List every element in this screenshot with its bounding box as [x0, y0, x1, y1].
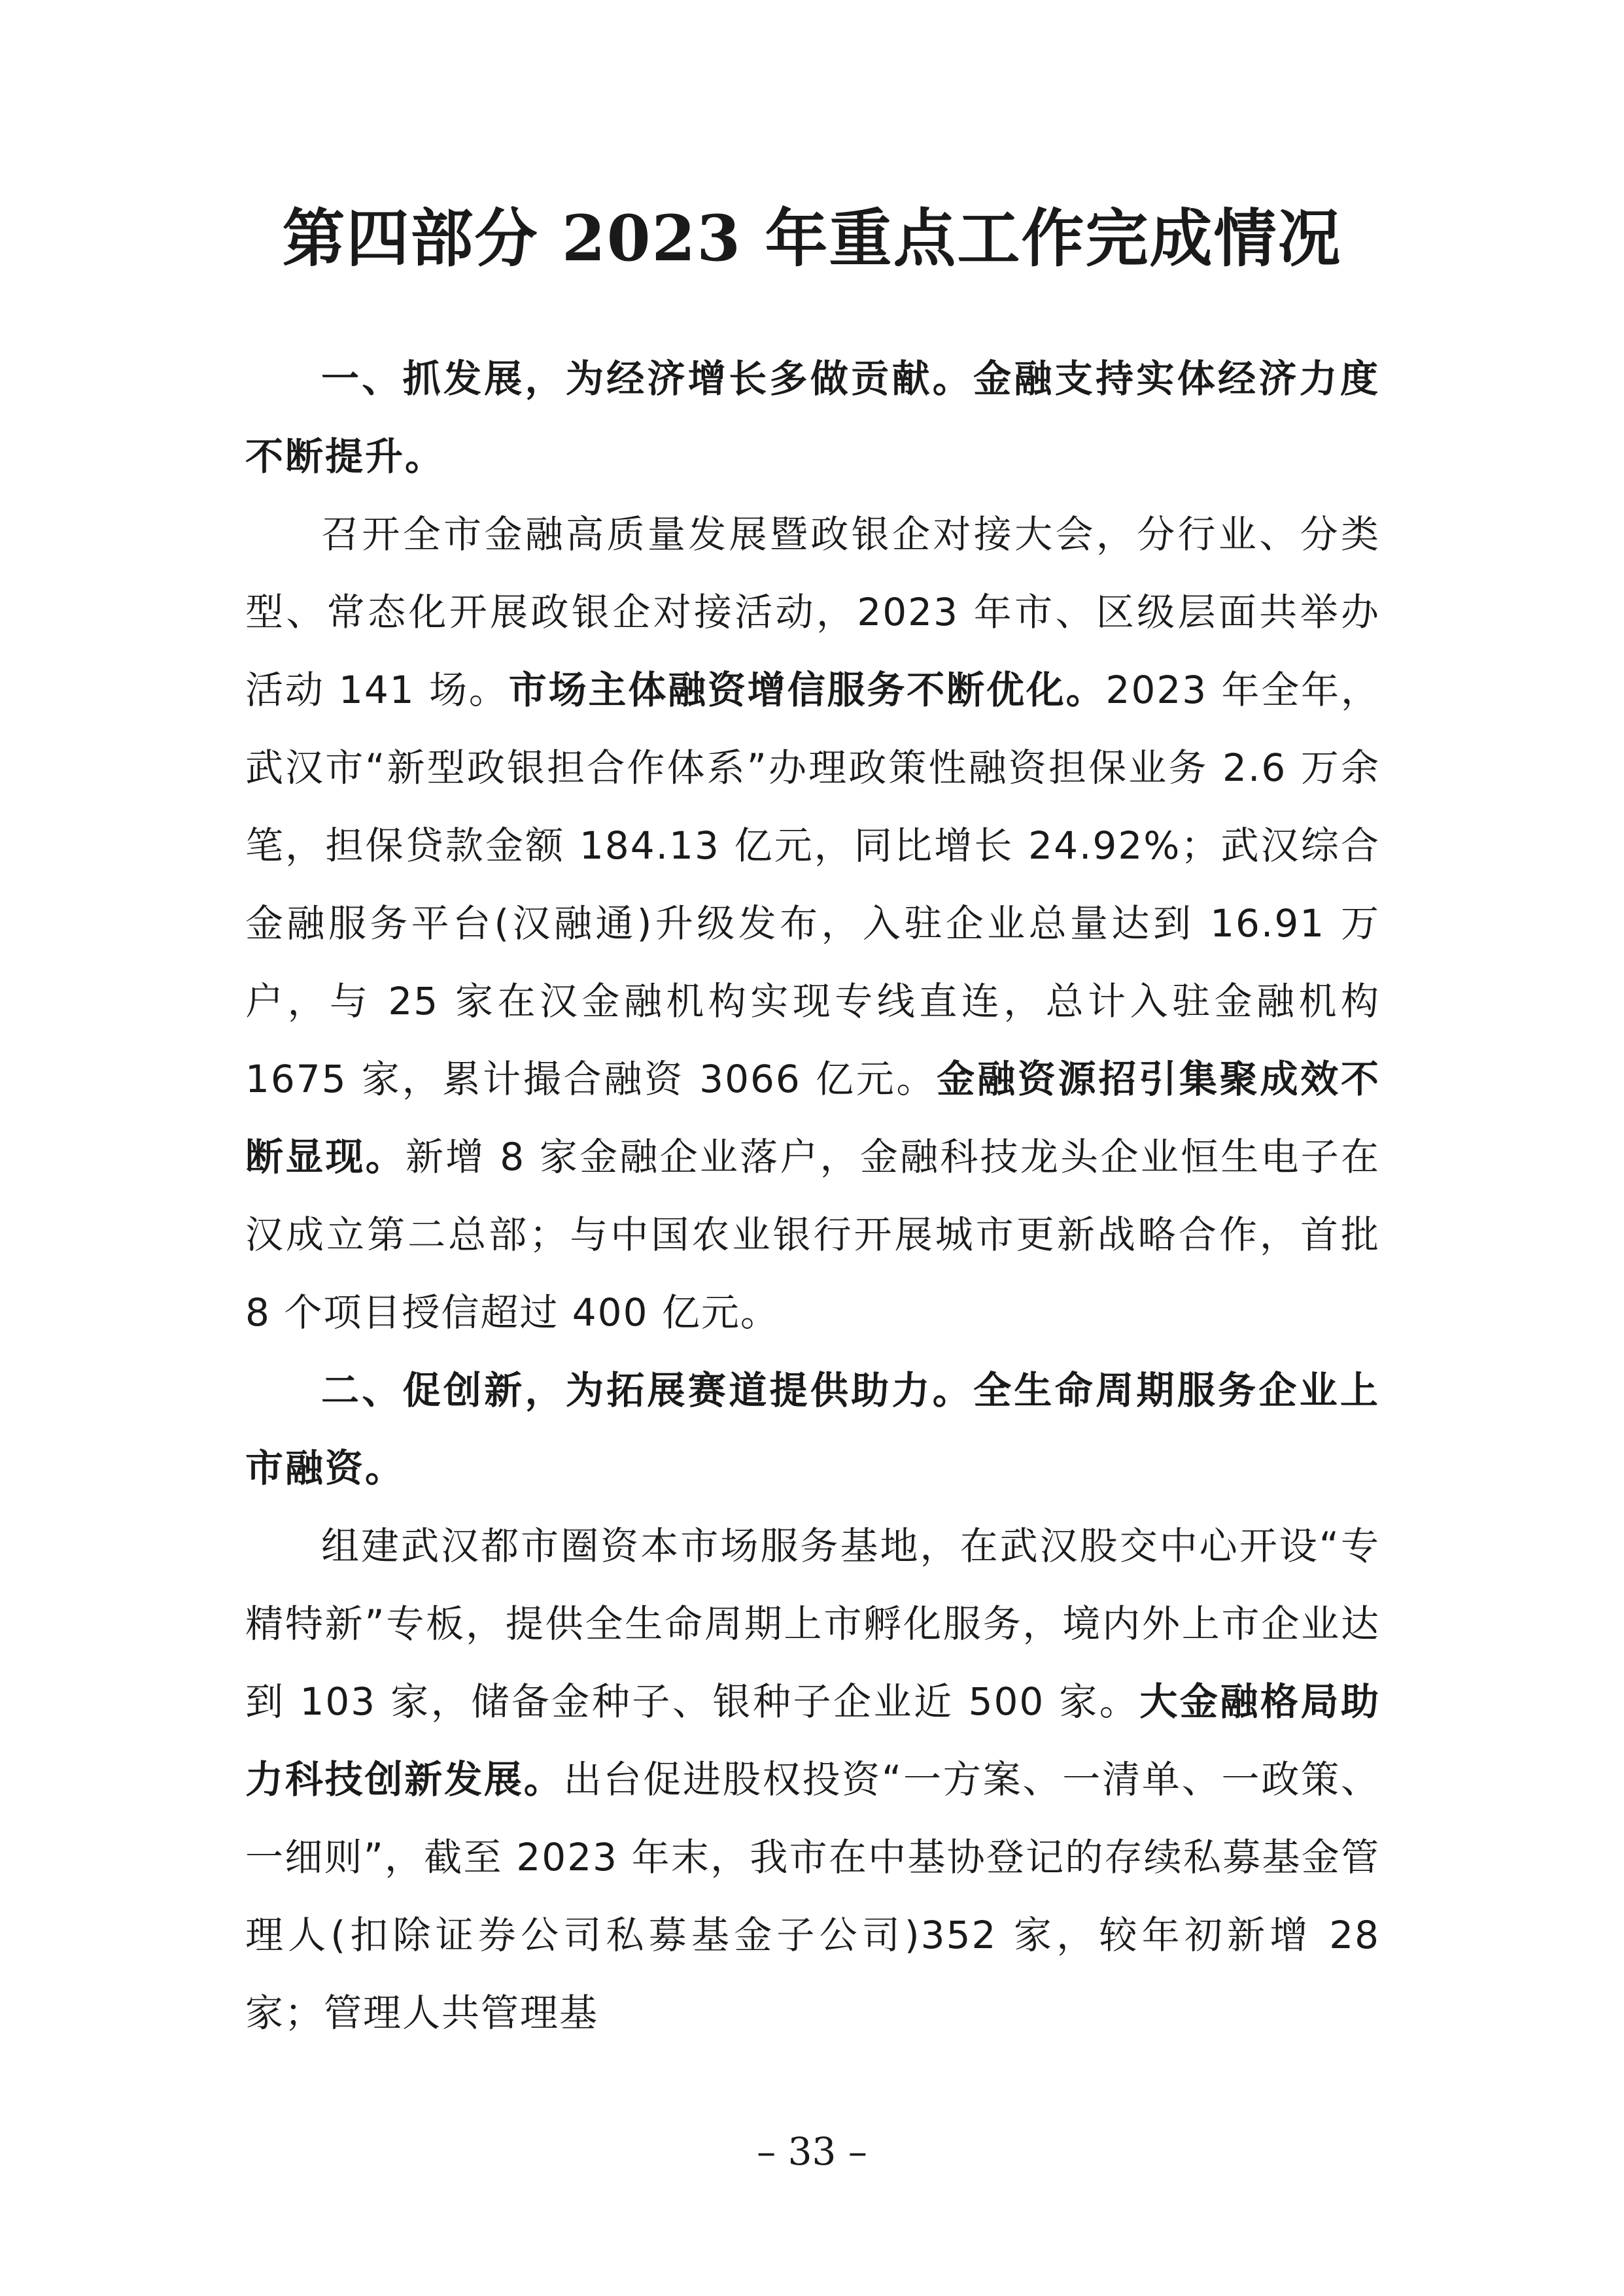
page-title: 第四部分 2023 年重点工作完成情况: [282, 201, 1342, 275]
paragraph-text: 出台促进股权投资“一方案、一清单、一政策、一细则”，截至 2023 年末，我市在中基协登记的存续私募基金管理人(扣除证券公司私募基金子公司)352 家，较年初新增 28 家；管理人共管理基: [245, 1757, 1380, 2035]
section-paragraph-1: [245, 496, 1380, 1352]
page-number: – 33 –: [757, 2129, 867, 2174]
paragraph-text: 新增 8 家金融企业落户，金融科技龙头企业恒生电子在汉成立第二总部；与中国农业银行开展城市更新战略合作，首批 8 个项目授信超过 400 亿元。: [245, 1135, 1380, 1335]
bold-highlight: 大金融格局助力科技创新发展。: [245, 1679, 1380, 1802]
section-heading-1: 一、抓发展，为经济增长多做贡献。金融支持实体经济力度不断提升。: [245, 356, 1380, 479]
paragraph-text: 2023 年全年，武汉市“新型政银担合作体系”办理政策性融资担保业务 2.6 万余笔，担保贷款金额 184.13 亿元，同比增长 24.92%；武汉综合金融服务平台(汉融通)升级发布，入驻企业总量达到 16.91 万户，与 25 家在汉金融机构实现专线直连，总计入驻金融机构 1675 家，累计撮合融资 3066 亿元。: [245, 668, 1381, 1101]
document-body: [245, 340, 1380, 2052]
paragraph-text: 组建武汉都市圈资本市场服务基地，在武汉股交中心开设“专精特新”专板，提供全生命周期上市孵化服务，境内外上市企业达到 103 家，储备金种子、银种子企业近 500 家。: [245, 1524, 1380, 1724]
section-paragraph-2: [245, 1507, 1380, 2052]
paragraph-text: 召开全市金融高质量发展暨政银企对接大会，分行业、分类型、常态化开展政银企对接活动，2023 年市、区级层面共举办活动 141 场。: [245, 512, 1380, 712]
bold-highlight: 市场主体融资增信服务不断优化。: [508, 668, 1106, 712]
bold-highlight: 金融资源招引集聚成效不断显现。: [245, 1057, 1380, 1179]
section-heading-2: 二、促创新，为拓展赛道提供助力。全生命周期服务企业上市融资。: [245, 1368, 1380, 1490]
